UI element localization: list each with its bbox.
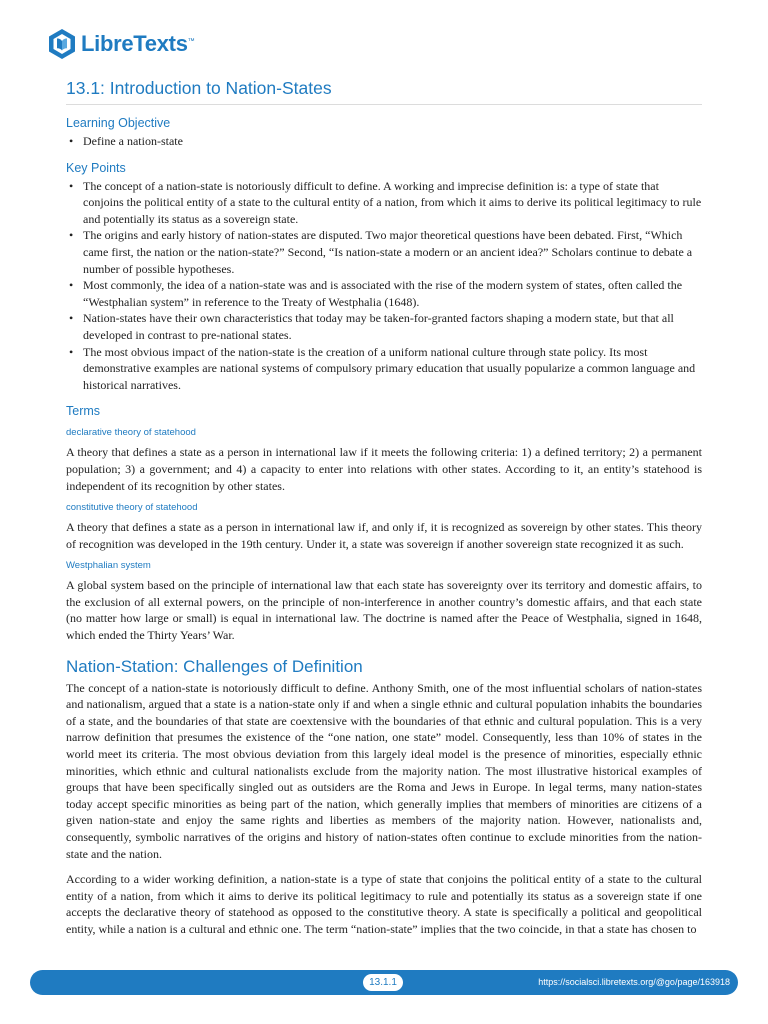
term-name: declarative theory of statehood — [66, 427, 196, 439]
list-item: • The most obvious impact of the nation-state is the creation of a uniform national culture through state policy. Its most demonstrative examples are national systems of compulsory primary education that usually popularize a common language and historical narratives. — [83, 344, 702, 394]
body-paragraph: According to a wider working definition, a nation-state is a type of state that conjoins the political entity of a state to the cultural entity of a nation, from which it aims to derive its political legitimacy to rule and potentially its status as a sovereign state if one accepts the declarative theory of statehood as opposed to the constitutive theory. A state is specifically a political and geopolitical entity, while a nation is a cultural and ethnic one. The term “nation-state” implies that the two coincide, in that a state has chosen to — [66, 872, 702, 936]
list-item: • Define a nation-state — [83, 133, 702, 150]
learning-objective-heading: Learning Objective — [66, 116, 171, 130]
list-item: • Nation-states have their own characteristics that today may be taken-for-granted factors shaping a modern state, but that all developed in contrast to pre-national states. — [83, 310, 702, 343]
list-item: • Most commonly, the idea of a nation-state was and is associated with the rise of the modern system of states, often called the “Westphalian system” in reference to the Treaty of Westphalia (1648). — [83, 277, 702, 310]
page-content — [66, 76, 702, 938]
terms-heading: Terms — [66, 404, 101, 419]
page-title: 13.1: Introduction to Nation-States — [66, 76, 702, 105]
key-points-heading: Key Points — [66, 160, 126, 175]
key-points-list — [66, 178, 702, 394]
libretexts-logo[interactable] — [46, 26, 195, 62]
section-title: Nation-Station: Challenges of Definition — [66, 656, 363, 676]
term-name: constitutive theory of statehood — [66, 502, 198, 514]
page-url-link[interactable]: https://socialsci.libretexts.org/@go/page/163918 — [538, 977, 730, 987]
list-item: • The origins and early history of nation-states are disputed. Two major theoretical questions have been debated. First, “Which came first, the nation or the nation-state?” Second, “Is nation-state a modern or an ancient idea?” Scholars continue to debate a number of possible hypotheses. — [83, 227, 702, 277]
page-footer — [30, 970, 738, 995]
page-number-badge: 13.1.1 — [363, 974, 403, 991]
term-definition: A theory that defines a state as a person in international law if it meets the following criteria: 1) a defined territory; 2) a permanent population; 3) a government; and 4) a capacity to enter into relations with other states. According to it, an entity’s statehood is independent of its recognition by other states. — [66, 445, 702, 493]
term-name: Westphalian system — [66, 560, 151, 572]
body-paragraph: The concept of a nation-state is notoriously difficult to define. Anthony Smith, one of the most influential scholars of nation-states and nationalism, argued that a state is a nation-state only if and when a single ethnic and cultural population inhabits the boundaries of a state, and the boundaries of that state are coextensive with the boundaries of that ethnic and cultural population. This is a very narrow definition that presumes the existence of the “one nation, one state” model. Consequently, less than 10% of states in the world meet its criteria. The most obvious deviation from this largely ideal model is the presence of minorities, especially ethnic minorities, which ethnic and cultural nationalists exclude from the majority nation. The most illustrative historical examples of groups that have been specifically singled out as outsiders are the Roma and Jews in Europe. In legal terms, many nation-states today accept specific minorities as being part of the nation, which generally implies that members of minorities are citizens of a given nation-state and enjoy the same rights and liberties as members of the majority nation. However, nationalists and, consequently, symbolic narratives of the origins and history of nation-states often continue to exclude minorities from the nation-state and the nation. — [66, 680, 702, 861]
term-definition: A theory that defines a state as a person in international law if, and only if, it is recognized as sovereign by other states. This theory of recognition was developed in the 19th century. Under it, a state was sovereign if another sovereign state recognized it as such. — [66, 520, 702, 551]
list-item: • The concept of a nation-state is notoriously difficult to define. A working and imprecise definition is: a type of state that conjoins the political entity of a state to the cultural entity of a nation, from which it aims to derive its political legitimacy to rule and potentially its status as a sovereign state. — [83, 178, 702, 228]
libretexts-logo-icon — [46, 28, 78, 60]
term-definition: A global system based on the principle of international law that each state has sovereignty over its territory and domestic affairs, to the exclusion of all external powers, on the principle of non-interference in another country’s domestic affairs, and that each state (no matter how large or small) is equal in international law. The doctrine is named after the Peace of Westphalia, signed in 1648, which ended the Thirty Years’ War. — [66, 578, 702, 643]
brand-trademark: ™ — [187, 38, 195, 45]
learning-objective-list — [66, 133, 702, 150]
brand-name: LibreTexts — [81, 31, 188, 56]
